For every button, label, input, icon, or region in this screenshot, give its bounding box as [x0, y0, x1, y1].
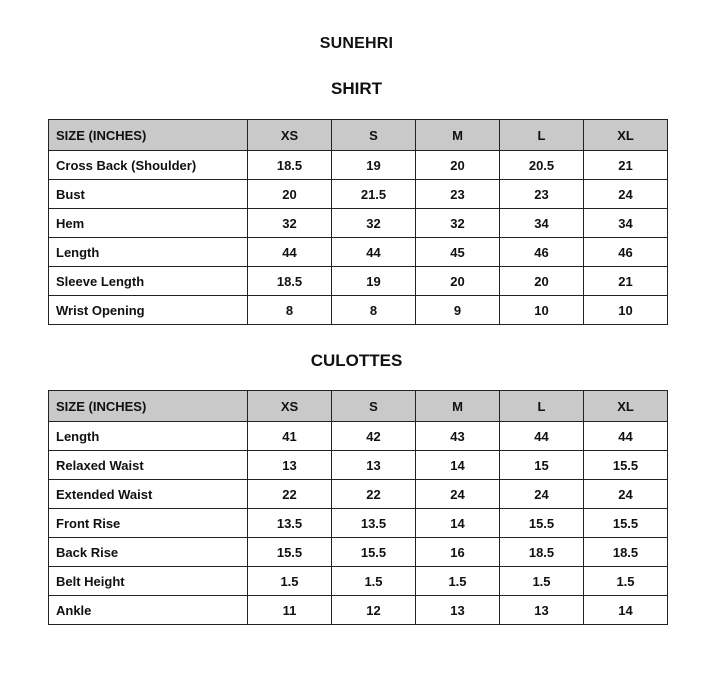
table-row — [49, 209, 668, 238]
measurement-value: 14 — [416, 451, 500, 480]
culottes-table-body — [49, 422, 668, 625]
measurement-label: Extended Waist — [49, 480, 248, 509]
measurement-value: 9 — [416, 296, 500, 325]
measurement-label: Bust — [49, 180, 248, 209]
table-row — [49, 480, 668, 509]
measurement-label: Wrist Opening — [49, 296, 248, 325]
measurement-value: 22 — [332, 480, 416, 509]
measurement-value: 23 — [416, 180, 500, 209]
measurement-value: 15.5 — [584, 509, 668, 538]
table-row — [49, 509, 668, 538]
measurement-label: Length — [49, 238, 248, 267]
measurement-value: 24 — [584, 480, 668, 509]
measurement-value: 18.5 — [584, 538, 668, 567]
measurement-value: 1.5 — [500, 567, 584, 596]
measurement-value: 21 — [584, 151, 668, 180]
table-row — [49, 180, 668, 209]
measurement-value: 32 — [416, 209, 500, 238]
size-column-header: L — [500, 391, 584, 422]
table-row — [49, 267, 668, 296]
measurement-value: 20.5 — [500, 151, 584, 180]
shirt-section-title: SHIRT — [331, 79, 382, 98]
measurement-value: 1.5 — [248, 567, 332, 596]
measurement-value: 44 — [248, 238, 332, 267]
measurement-value: 34 — [584, 209, 668, 238]
measurement-value: 19 — [332, 267, 416, 296]
measurement-label: Sleeve Length — [49, 267, 248, 296]
measurement-value: 41 — [248, 422, 332, 451]
table-row — [49, 422, 668, 451]
measurement-value: 44 — [332, 238, 416, 267]
shirt-table-header — [49, 120, 668, 151]
size-column-header: M — [416, 391, 500, 422]
size-column-header: XL — [584, 120, 668, 151]
table-row — [49, 151, 668, 180]
measurement-value: 13.5 — [332, 509, 416, 538]
measurement-label: Back Rise — [49, 538, 248, 567]
measurement-value: 15.5 — [500, 509, 584, 538]
measurement-value: 15.5 — [332, 538, 416, 567]
table-header-row — [49, 120, 668, 151]
measurement-value: 13.5 — [248, 509, 332, 538]
table-row — [49, 596, 668, 625]
measurement-value: 45 — [416, 238, 500, 267]
measurement-value: 46 — [584, 238, 668, 267]
measurement-label: Hem — [49, 209, 248, 238]
shirt-table-body — [49, 151, 668, 325]
measurement-value: 20 — [248, 180, 332, 209]
measurement-value: 15 — [500, 451, 584, 480]
measurement-value: 13 — [248, 451, 332, 480]
shirt-size-table — [48, 119, 668, 325]
size-column-header: S — [332, 120, 416, 151]
table-row — [49, 538, 668, 567]
measurement-value: 43 — [416, 422, 500, 451]
size-unit-header: SIZE (INCHES) — [49, 120, 248, 151]
measurement-value: 15.5 — [584, 451, 668, 480]
measurement-value: 32 — [332, 209, 416, 238]
measurement-value: 11 — [248, 596, 332, 625]
measurement-value: 46 — [500, 238, 584, 267]
size-column-header: XS — [248, 120, 332, 151]
measurement-value: 32 — [248, 209, 332, 238]
measurement-value: 18.5 — [248, 151, 332, 180]
measurement-value: 1.5 — [584, 567, 668, 596]
measurement-value: 8 — [248, 296, 332, 325]
measurement-value: 42 — [332, 422, 416, 451]
measurement-value: 10 — [500, 296, 584, 325]
measurement-value: 18.5 — [500, 538, 584, 567]
size-column-header: L — [500, 120, 584, 151]
size-column-header: XS — [248, 391, 332, 422]
culottes-size-table — [48, 390, 668, 625]
measurement-value: 16 — [416, 538, 500, 567]
size-column-header: XL — [584, 391, 668, 422]
measurement-value: 10 — [584, 296, 668, 325]
size-column-header: M — [416, 120, 500, 151]
measurement-value: 12 — [332, 596, 416, 625]
measurement-value: 20 — [416, 151, 500, 180]
culottes-table-header — [49, 391, 668, 422]
measurement-value: 21 — [584, 267, 668, 296]
measurement-label: Relaxed Waist — [49, 451, 248, 480]
measurement-value: 14 — [416, 509, 500, 538]
measurement-label: Cross Back (Shoulder) — [49, 151, 248, 180]
measurement-value: 24 — [500, 480, 584, 509]
measurement-value: 19 — [332, 151, 416, 180]
measurement-value: 13 — [332, 451, 416, 480]
measurement-value: 44 — [500, 422, 584, 451]
table-row — [49, 451, 668, 480]
measurement-value: 20 — [500, 267, 584, 296]
measurement-value: 23 — [500, 180, 584, 209]
measurement-value: 15.5 — [248, 538, 332, 567]
measurement-value: 1.5 — [332, 567, 416, 596]
table-row — [49, 238, 668, 267]
table-row — [49, 567, 668, 596]
measurement-value: 24 — [584, 180, 668, 209]
measurement-label: Front Rise — [49, 509, 248, 538]
measurement-value: 13 — [500, 596, 584, 625]
brand-title: SUNEHRI — [319, 35, 394, 52]
measurement-value: 34 — [500, 209, 584, 238]
measurement-value: 22 — [248, 480, 332, 509]
measurement-value: 21.5 — [332, 180, 416, 209]
table-row — [49, 296, 668, 325]
size-column-header: S — [332, 391, 416, 422]
measurement-value: 1.5 — [416, 567, 500, 596]
measurement-value: 13 — [416, 596, 500, 625]
measurement-value: 20 — [416, 267, 500, 296]
measurement-label: Length — [49, 422, 248, 451]
measurement-value: 44 — [584, 422, 668, 451]
measurement-value: 14 — [584, 596, 668, 625]
culottes-section-title: CULOTTES — [310, 351, 403, 370]
measurement-label: Ankle — [49, 596, 248, 625]
measurement-value: 18.5 — [248, 267, 332, 296]
size-unit-header: SIZE (INCHES) — [49, 391, 248, 422]
measurement-value: 24 — [416, 480, 500, 509]
measurement-label: Belt Height — [49, 567, 248, 596]
table-header-row — [49, 391, 668, 422]
measurement-value: 8 — [332, 296, 416, 325]
